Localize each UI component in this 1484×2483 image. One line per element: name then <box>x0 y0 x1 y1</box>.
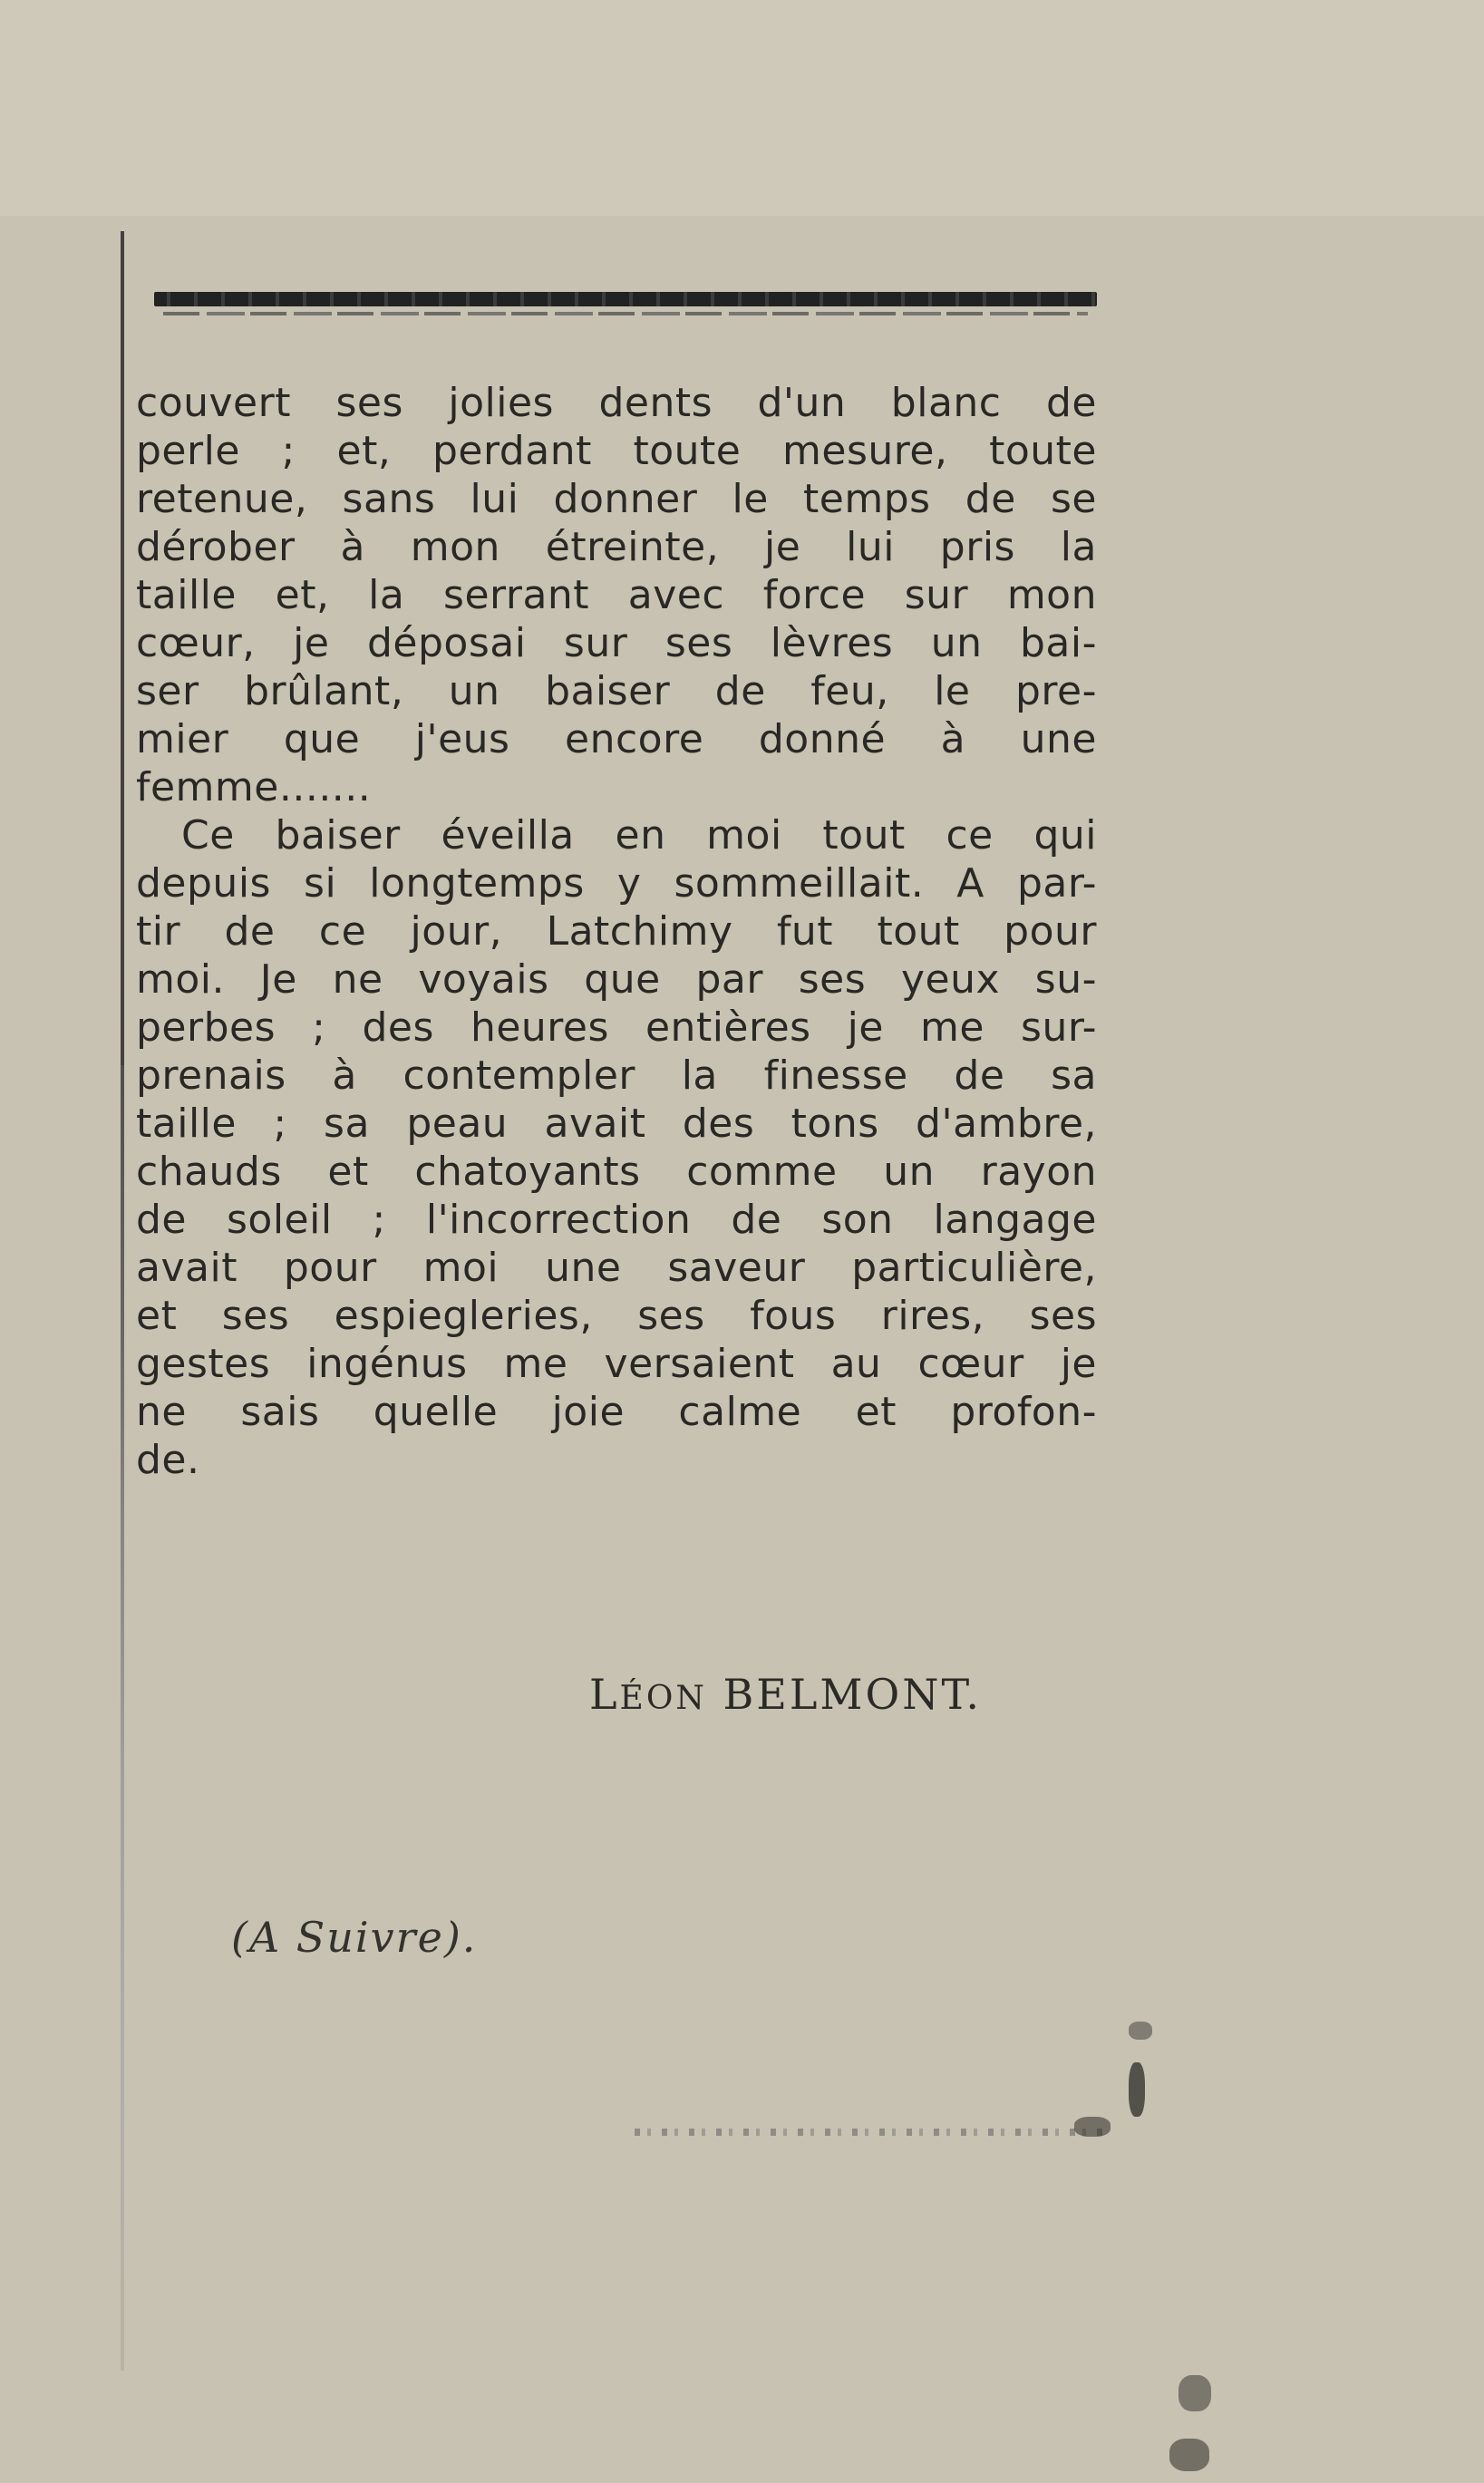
ink-smudge <box>1129 2062 1145 2117</box>
text-line: taille et, la serrant avec force sur mon <box>136 572 1097 618</box>
text-line: mier que j'eus encore donné à une <box>136 716 1097 762</box>
article-text <box>136 379 1097 1484</box>
text-line: cœur, je déposai sur ses lèvres un bai- <box>136 620 1097 666</box>
ink-smudge <box>1074 2117 1111 2137</box>
paragraph-2 <box>136 811 1097 1484</box>
ink-smudge <box>1178 2375 1211 2411</box>
text-line: gestes ingénus me versaient au cœur je <box>136 1341 1097 1387</box>
text-line: de. <box>136 1437 200 1483</box>
text-line: ser brûlant, un baiser de feu, le pre- <box>136 668 1097 714</box>
text-line: et ses espiegleries, ses fous rires, ses <box>136 1293 1097 1339</box>
author-signature <box>589 1670 982 1719</box>
text-line: tir de ce jour, Latchimy fut tout pour <box>136 908 1097 955</box>
text-line: ne sais quelle joie calme et profon- <box>136 1389 1097 1435</box>
to-be-continued-note: (A Suivre). <box>231 1913 478 1962</box>
text-line: chauds et chatoyants comme un rayon <box>136 1149 1097 1195</box>
text-line: avait pour moi une saveur particulière, <box>136 1245 1097 1291</box>
text-line: perbes ; des heures entières je me sur- <box>136 1004 1097 1051</box>
text-line: de soleil ; l'incorrection de son langage <box>136 1197 1097 1243</box>
text-line: moi. Je ne voyais que par ses yeux su- <box>136 956 1097 1003</box>
signature-surname: BELMONT. <box>723 1670 983 1719</box>
print-specks <box>635 2129 1106 2136</box>
text-line: couvert ses jolies dents d'un blanc de <box>136 380 1097 426</box>
header-rule-thin <box>163 312 1088 315</box>
text-line: Ce baiser éveilla en moi tout ce qui <box>181 812 1097 858</box>
column-rule <box>121 231 124 2371</box>
text-line: retenue, sans lui donner le temps de se <box>136 476 1097 522</box>
text-line: taille ; sa peau avait des tons d'ambre, <box>136 1101 1097 1147</box>
text-line: perle ; et, perdant toute mesure, toute <box>136 428 1097 474</box>
page-top-margin <box>0 0 1484 216</box>
ink-smudge <box>1169 2439 1209 2471</box>
signature-initial: L <box>589 1670 620 1719</box>
ink-smudge <box>1129 2022 1152 2040</box>
text-line: prenais à contempler la finesse de sa <box>136 1052 1097 1099</box>
signature-first-name-rest: ÉON <box>619 1680 707 1717</box>
paragraph-1 <box>136 379 1097 811</box>
text-line: femme....... <box>136 764 372 810</box>
text-line: dérober à mon étreinte, je lui pris la <box>136 524 1097 570</box>
header-rule <box>154 292 1097 306</box>
text-line: depuis si longtemps y sommeillait. A par- <box>136 860 1097 907</box>
